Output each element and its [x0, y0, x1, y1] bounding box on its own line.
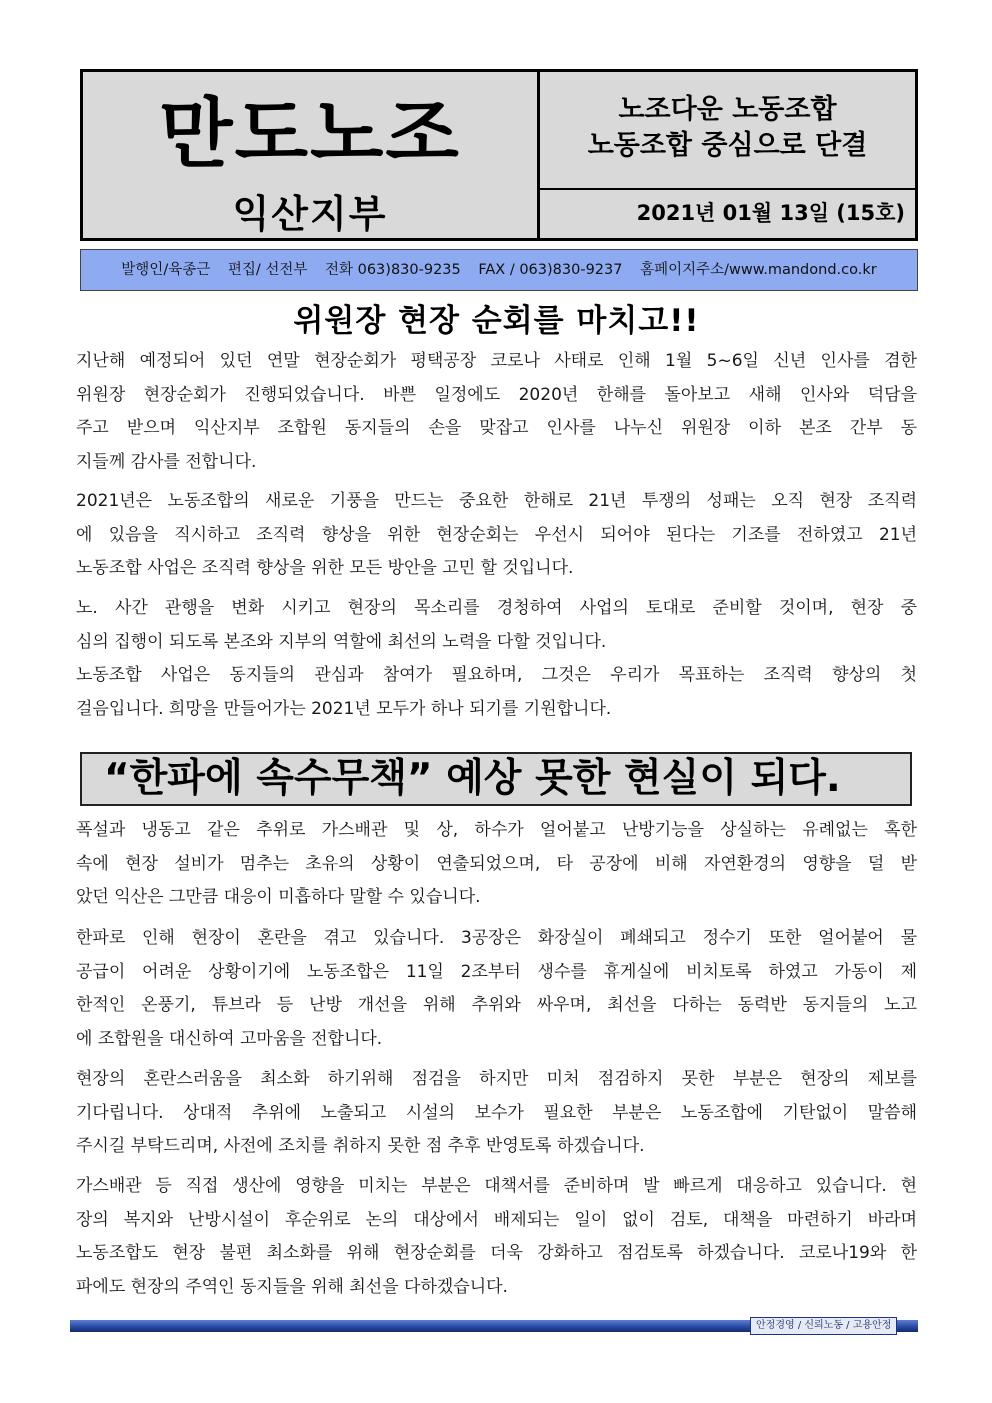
article-2-paragraph-3 — [76, 1063, 917, 1164]
editor: 편집/ 선전부 — [227, 262, 308, 278]
article-1-paragraph-4 — [76, 659, 917, 726]
body-text-line: 노동조합 사업은 동지들의 관심과 참여가 필요하며, 그것은 우리가 목표하는 조직력 향상의 첫 — [76, 665, 917, 685]
body-text-line: 노동조합 사업은 조직력 향상을 위한 모든 방안을 고민 할 것입니다. — [76, 558, 574, 578]
body-text-line: 파에도 현장의 주역인 동지들을 위해 최선을 다하겠습니다. — [76, 1276, 508, 1297]
masthead-title-cell — [83, 72, 540, 238]
article-2-title-box — [80, 752, 912, 806]
masthead — [80, 69, 918, 241]
body-text-line: 공급이 어려운 상황이기에 노동조합은 11일 2조부터 생수를 휴게실에 비치토록 하였고 가동이 제 — [76, 961, 917, 982]
slogan-line: 노조다운 노동조합 — [618, 94, 837, 125]
body-text-line: 지들께 감사를 전합니다. — [76, 451, 257, 472]
fax-number: FAX / 063)830-9237 — [478, 262, 623, 278]
body-text-line: 았던 익산은 그만큼 대응이 미흡하다 말할 수 있습니다. — [76, 887, 481, 907]
issue-date-cell — [540, 190, 915, 238]
footer-bar — [70, 1320, 918, 1332]
body-text-line: 걸음입니다. 희망을 만들어가는 2021년 모두가 하나 되기를 기원합니다. — [76, 698, 612, 719]
article-2-title: “한파에 속수무책” 예상 못한 현실이 되다. — [104, 756, 841, 801]
footer-motto: 안정경영 / 신뢰노동 / 고용안정 — [750, 1317, 897, 1335]
body-text-line: 폭설과 냉동고 같은 추위로 가스배관 및 상, 하수가 얼어붙고 난방기능을 상실하는 유례없는 혹한 — [76, 820, 917, 840]
body-text-line: 주시길 부탁드리며, 사전에 조치를 취하지 못한 점 추후 반영토록 하겠습니다. — [76, 1136, 645, 1156]
article-1-paragraph-1 — [76, 345, 917, 479]
masthead-slogan-cell — [540, 72, 915, 190]
homepage-address: 홈페이지주소/www.mandond.co.kr — [640, 262, 877, 278]
article-1-paragraph-3 — [76, 592, 917, 659]
body-text-line: 2021년은 노동조합의 새로운 기풍을 만드는 중요한 한해로 21년 투쟁의 성패는 오직 현장 조직력 — [76, 491, 917, 511]
union-name: 만도노조 — [159, 89, 461, 178]
body-text-line: 가스배관 등 직접 생산에 영향을 미치는 부분은 대책서를 준비하며 발 빠르게 대응하고 있습니다. 현 — [76, 1176, 917, 1196]
body-text-line: 주고 받으며 익산지부 조합원 동지들의 손을 맞잡고 인사를 나누신 위원장 이하 본조 간부 동 — [76, 418, 917, 438]
slogan-line: 노동조합 중심으로 단결 — [587, 130, 868, 161]
body-text-line: 노동조합도 현장 불편 최소화를 위해 현장순회를 더욱 강화하고 점검토록 하겠습니다. 코로나19와 한 — [76, 1243, 917, 1263]
publisher-info-bar — [80, 249, 918, 291]
body-text-line: 심의 집행이 되도록 본조와 지부의 역할에 최선의 노력을 다할 것입니다. — [76, 631, 607, 652]
publisher: 발행인/육종근 — [121, 262, 211, 278]
body-text-line: 현장의 혼란스러움을 최소화 하기위해 점검을 하지만 미처 점검하지 못한 부분은 현장의 제보를 — [76, 1069, 917, 1089]
body-text-line: 기다립니다. 상대적 추위에 노출되고 시설의 보수가 필요한 부분은 노동조합에 기탄없이 말씀해 — [76, 1102, 917, 1123]
body-text-line: 위원장 현장순회가 진행되었습니다. 바쁜 일정에도 2020년 한해를 돌아보고 새해 인사와 덕담을 — [76, 384, 917, 405]
article-2-paragraph-1 — [76, 814, 917, 915]
body-text-line: 한파로 인해 현장이 혼란을 겪고 있습니다. 3공장은 화장실이 폐쇄되고 정수기 또한 얼어붙어 물 — [76, 928, 917, 948]
body-text-line: 지난해 예정되어 있던 연말 현장순회가 평택공장 코로나 사태로 인해 1월 5~6일 신년 인사를 겸한 — [76, 351, 917, 371]
body-text-line: 한적인 온풍기, 튜브라 등 난방 개선을 위해 추위와 싸우며, 최선을 다하는 동력반 동지들의 노고 — [76, 995, 917, 1015]
body-text-line: 에 조합원을 대신하여 고마움을 전합니다. — [76, 1028, 383, 1049]
body-text-line: 속에 현장 설비가 멈추는 초유의 상황이 연출되었으며, 타 공장에 비해 자연환경의 영향을 덜 받 — [76, 853, 917, 874]
branch-name: 익산지부 — [232, 192, 388, 236]
body-text-line: 에 있음을 직시하고 조직력 향상을 위한 현장순회는 우선시 되어야 된다는 기조를 전하였고 21년 — [76, 524, 917, 545]
article-2-paragraph-2 — [76, 922, 917, 1056]
article-1-title: 위원장 현장 순회를 마치고!! — [293, 303, 700, 339]
article-2-paragraph-4 — [76, 1170, 917, 1304]
body-text-line: 장의 복지와 난방시설이 후순위로 논의 대상에서 배제되는 일이 없이 검토, 대책을 마련하기 바라며 — [76, 1209, 917, 1230]
issue-date: 2021년 01월 13일 (15호) — [636, 201, 905, 225]
slogan — [540, 92, 915, 164]
body-text-line: 노. 사간 관행을 변화 시키고 현장의 목소리를 경청하여 사업의 토대로 준비할 것이며, 현장 중 — [76, 598, 917, 618]
article-1-paragraph-2 — [76, 485, 917, 586]
phone-number: 전화 063)830-9235 — [324, 262, 461, 278]
